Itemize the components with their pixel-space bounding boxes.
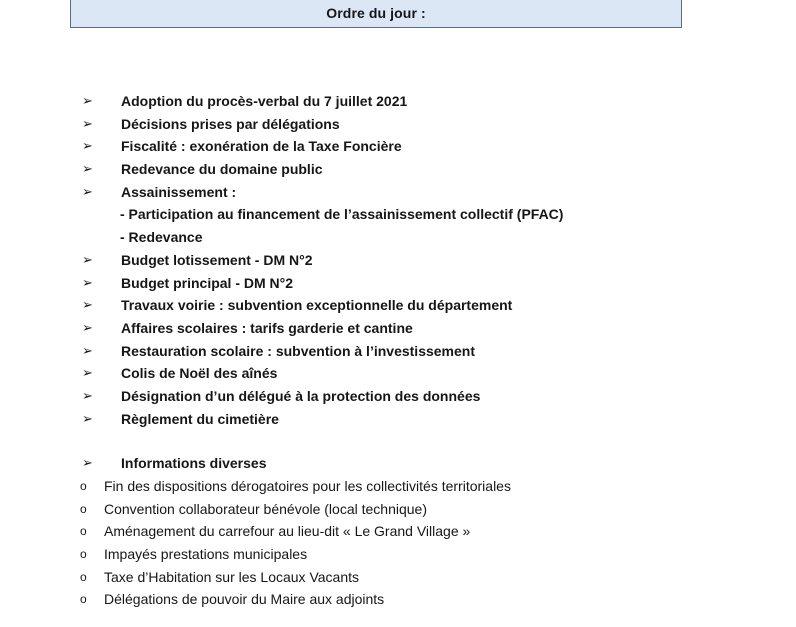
agenda-item: [0, 294, 796, 317]
agenda-item-text: Assainissement :: [121, 183, 237, 200]
circle-bullet-icon: o: [80, 501, 87, 516]
agenda-item-text: Redevance du domaine public: [121, 161, 323, 178]
agenda-item: [0, 385, 796, 408]
arrow-bullet-icon: ➢: [82, 410, 93, 426]
agenda-item-text: Affaires scolaires : tarifs garderie et cantine: [121, 319, 413, 336]
agenda-item-text: Adoption du procès-verbal du 7 juillet 2021: [121, 93, 408, 109]
circle-bullet-icon: o: [80, 547, 87, 562]
arrow-bullet-icon: ➢: [82, 115, 93, 131]
arrow-bullet-icon: ➢: [82, 161, 93, 177]
list-item-text: Fin des dispositions dérogatoires pour les collectivités territoriales: [104, 478, 511, 494]
agenda-item-text: Règlement du cimetière: [121, 410, 279, 427]
list-item: [0, 498, 796, 521]
list-item: [0, 543, 796, 566]
arrow-bullet-icon: ➢: [82, 365, 93, 381]
agenda-item-text: Travaux voirie : subvention exceptionnelle du département: [121, 297, 513, 314]
agenda-subitem: [0, 226, 796, 249]
circle-bullet-icon: o: [80, 592, 87, 607]
informations-section: [0, 452, 796, 475]
agenda-title-box: [70, 0, 682, 28]
agenda-item: [0, 158, 796, 181]
agenda-item-text: Désignation d’un délégué à la protection des données: [121, 387, 481, 404]
arrow-bullet-icon: ➢: [82, 274, 93, 290]
agenda-item: [0, 272, 796, 295]
list-item: [0, 475, 796, 498]
agenda-subitem: [0, 203, 796, 226]
informations-heading: [0, 452, 796, 475]
agenda-item: [0, 362, 796, 385]
arrow-bullet-icon: ➢: [82, 297, 93, 313]
agenda-item: [0, 249, 796, 272]
agenda-item: [0, 340, 796, 363]
circle-bullet-icon: o: [80, 524, 87, 539]
list-item: [0, 588, 796, 611]
page-title: Ordre du jour :: [326, 5, 426, 21]
list-item: [0, 520, 796, 543]
list-item-text: Délégations de pouvoir du Maire aux adjoints: [104, 591, 385, 608]
circle-bullet-icon: o: [80, 479, 87, 493]
agenda-item: [0, 181, 796, 204]
arrow-bullet-icon: ➢: [82, 387, 93, 403]
agenda-item-text: Budget lotissement - DM N°2: [121, 251, 313, 268]
agenda-subitem-text: - Participation au financement de l’assainissement collectif (PFAC): [120, 206, 564, 223]
agenda-list: [0, 90, 796, 430]
agenda-item: [0, 113, 796, 136]
agenda-item: [0, 135, 796, 158]
arrow-bullet-icon: ➢: [82, 455, 93, 470]
agenda-item: [0, 317, 796, 340]
agenda-item-text: Colis de Noël des aînés: [121, 365, 278, 382]
informations-title: Informations diverses: [121, 455, 267, 471]
agenda-item: [0, 408, 796, 431]
circle-bullet-icon: o: [80, 569, 87, 584]
list-item-text: Aménagement du carrefour au lieu-dit « Le Grand Village »: [104, 523, 471, 540]
arrow-bullet-icon: ➢: [82, 251, 93, 267]
list-item-text: Convention collaborateur bénévole (local technique): [104, 500, 427, 517]
list-item-text: Impayés prestations municipales: [104, 546, 308, 563]
list-item: [0, 566, 796, 589]
agenda-item-text: Décisions prises par délégations: [121, 115, 340, 132]
arrow-bullet-icon: ➢: [82, 138, 93, 154]
agenda-item: [0, 90, 796, 113]
arrow-bullet-icon: ➢: [82, 183, 93, 199]
arrow-bullet-icon: ➢: [82, 93, 93, 108]
list-item-text: Taxe d’Habitation sur les Locaux Vacants: [104, 568, 359, 585]
arrow-bullet-icon: ➢: [82, 342, 93, 358]
agenda-subitem-text: - Redevance: [120, 229, 203, 246]
agenda-item-text: Fiscalité : exonération de la Taxe Foncière: [121, 138, 402, 155]
arrow-bullet-icon: ➢: [82, 319, 93, 335]
informations-list: [0, 475, 796, 611]
agenda-item-text: Restauration scolaire : subvention à l’investissement: [121, 342, 475, 359]
agenda-item-text: Budget principal - DM N°2: [121, 274, 294, 291]
